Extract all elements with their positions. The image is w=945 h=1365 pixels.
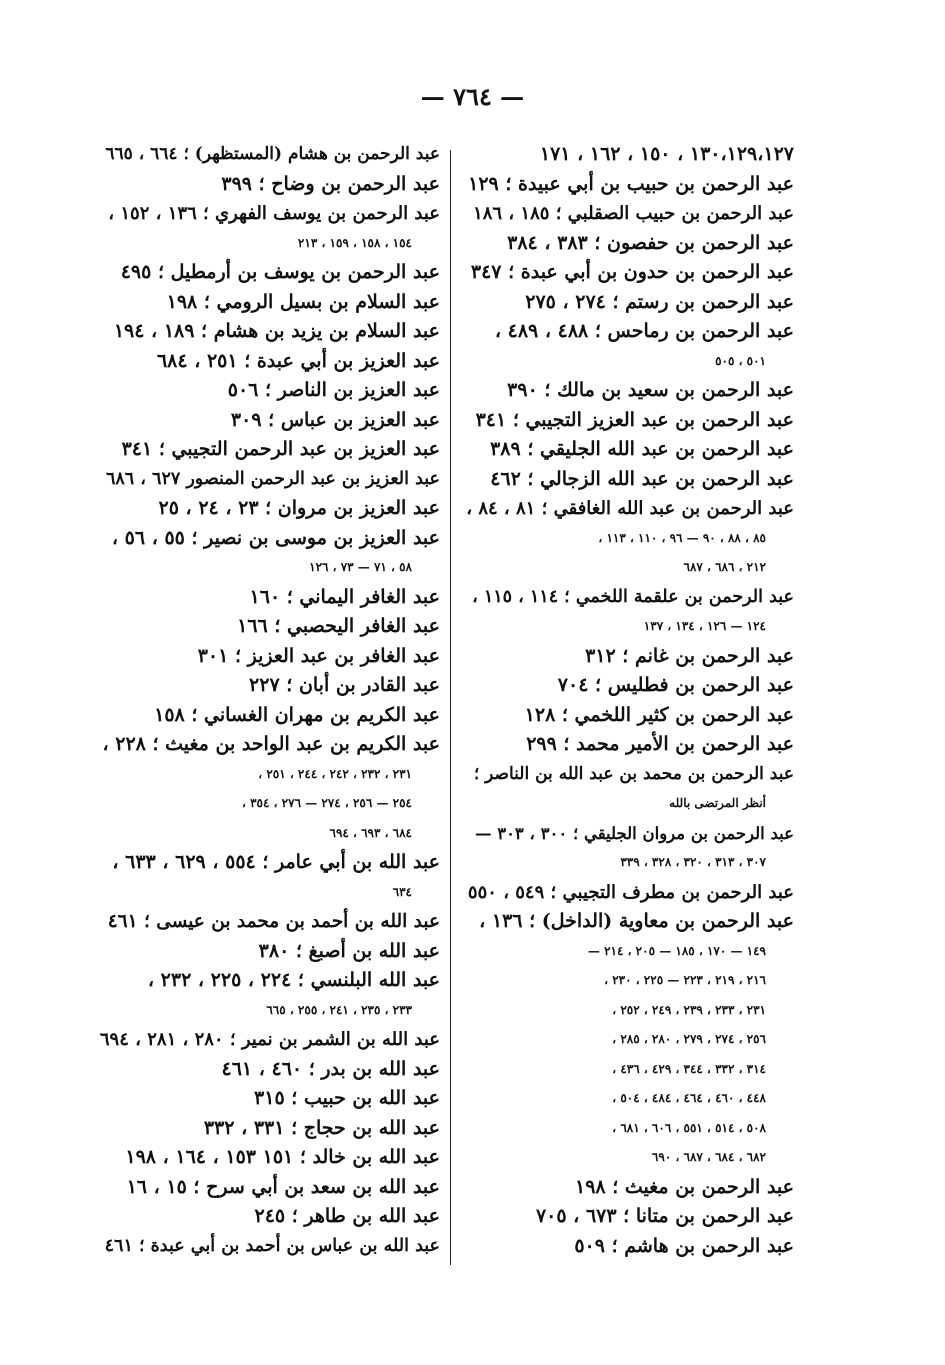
index-entry <box>466 376 794 406</box>
index-entry <box>100 848 440 907</box>
index-entry-line: عبد الكريم بن مهران الغساني ؛ ١٥٨ <box>154 703 440 726</box>
index-entry-line: عبد الرحمن بن رستم ؛ ٢٧٤ ، ٢٧٥ <box>525 290 794 313</box>
index-entry <box>100 1055 440 1085</box>
index-entry <box>100 258 440 288</box>
index-entry <box>100 1173 440 1203</box>
index-entry <box>100 317 440 347</box>
index-entry <box>466 465 794 495</box>
index-entry-line: عبد الرحمن بن عبد الله الزجالي ؛ ٤٦٢ <box>490 467 794 490</box>
index-entry <box>100 465 440 495</box>
index-entry <box>466 730 794 760</box>
index-entry <box>100 612 440 642</box>
index-entry-line: عبد العزيز بن مروان ؛ ٢٣ ، ٢٤ ، ٢٥ <box>158 497 440 519</box>
index-entry <box>466 140 794 170</box>
index-entry <box>466 760 794 819</box>
index-entry-line: عبد الله بن عباس بن أحمد بن أبي عبدة ؛ ٤٦١ <box>104 1235 440 1256</box>
index-entry-line: عبد الله البلنسي ؛ ٢٢٤ ، ٢٢٥ ، ٢٣٢ ، <box>147 969 440 991</box>
index-entry-line: عبد الرحمن بن علقمة اللخمي ؛ ١١٤ ، ١١٥ ، <box>472 586 794 607</box>
index-entry <box>100 288 440 318</box>
index-entry-continuation: ٣١٤ ، ٣٣٢ ، ٣٤٤ ، ٤٢٩ ، ٤٣٦ ، <box>612 1061 766 1076</box>
index-entry-line: عبد الرحمن بن معاوية (الداخل) ؛ ١٣٦ ، <box>479 910 794 932</box>
index-entry <box>100 1143 440 1173</box>
index-entry <box>466 671 794 701</box>
index-entry <box>466 288 794 318</box>
index-entry-line: عبد الله بن خالد ؛ ١٥١ ١٥٣ ، ١٦٤ ، ١٩٨ <box>125 1146 440 1168</box>
index-entry <box>100 730 440 848</box>
index-entry <box>100 376 440 406</box>
index-entry-line: عبد الرحمن بن مغيث ؛ ١٩٨ <box>574 1175 794 1198</box>
index-entry <box>100 199 440 258</box>
index-entry <box>100 347 440 377</box>
index-entry <box>466 199 794 229</box>
index-entry-line: عبد الرحمن بن عبد العزيز التجيبي ؛ ٣٤١ <box>475 408 794 431</box>
index-entry-line: عبد العزيز بن الناصر ؛ ٥٠٦ <box>227 379 440 401</box>
index-entry <box>466 229 794 259</box>
index-entry-line: عبد الله بن حبيب ؛ ٣١٥ <box>254 1087 440 1109</box>
index-entry-line: عبد الكريم بن عبد الواحد بن مغيث ؛ ٢٢٨ ، <box>102 733 440 755</box>
index-entry <box>466 701 794 731</box>
index-entry-line: عبد الرحمن بن عبد الله الجليقي ؛ ٣٨٩ <box>490 438 794 460</box>
index-entry-continuation: ٣٠٧ ، ٣١٣ ، ٣٢٠ ، ٣٢٨ ، ٣٣٩ <box>620 855 766 869</box>
index-entry <box>100 494 440 524</box>
index-entry-line: عبد الله بن الشمر بن نمير ؛ ٢٨٠ ، ٢٨١ ، ٦٩٤ <box>99 1029 440 1050</box>
index-entry-line: عبد الرحمن بن حبيب بن أبي عبيدة ؛ ١٢٩ <box>468 172 794 195</box>
index-entry <box>466 1232 794 1262</box>
index-entry <box>100 966 440 1025</box>
index-entry-continuation: ٢٥٦ ، ٢٧٤ ، ٢٧٩ ، ٢٨٠ ، ٢٨٥ ، <box>612 1032 766 1046</box>
index-entry-continuation: ٦٣٤ <box>392 884 412 899</box>
index-entry-line: عبد الرحمن بن حبيب الصقلبي ؛ ١٨٥ ، ١٨٦ <box>473 203 794 224</box>
index-entry-line: عبد العزيز بن عبد الرحمن التجيبي ؛ ٣٤١ <box>121 438 440 460</box>
index-entry <box>100 1202 440 1232</box>
index-entry <box>100 1084 440 1114</box>
index-entry-line: عبد السلام بن بسيل الرومي ؛ ١٩٨ <box>166 290 440 313</box>
index-entry <box>466 878 794 908</box>
index-entry-line: عبد القادر بن أبان ؛ ٢٢٧ <box>249 674 440 696</box>
index-entry-line: عبد الرحمن بن محمد بن عبد الله بن الناصر ؛ <box>473 763 794 784</box>
index-entry <box>466 819 794 878</box>
index-entry-line: عبد الله بن بدر ؛ ٤٦٠ ، ٤٦١ <box>221 1057 440 1080</box>
index-entry <box>466 1202 794 1232</box>
index-entry-line: عبد السلام بن يزيد بن هشام ؛ ١٨٩ ، ١٩٤ <box>113 320 440 342</box>
index-entry <box>466 406 794 436</box>
index-entry-line: عبد الرحمن بن سعيد بن مالك ؛ ٣٩٠ <box>507 379 794 401</box>
index-entry <box>466 642 794 672</box>
index-entry-line: عبد الرحمن بن يوسف بن أرمطيل ؛ ٤٩٥ <box>120 261 440 283</box>
index-entry <box>100 435 440 465</box>
index-entry-continuation: أنظر المرتضى بالله <box>669 796 766 810</box>
index-entry-line: عبد الرحمن بن حدون بن أبي عبدة ؛ ٣٤٧ <box>470 261 794 283</box>
index-entry-line: عبد الرحمن بن فطليس ؛ ٧٠٤ <box>557 674 794 696</box>
index-entry-line: عبد الله بن أصبغ ؛ ٣٨٠ <box>258 939 440 962</box>
column-divider <box>450 150 451 1265</box>
index-entry-line: عبد الرحمن بن وضاح ؛ ٣٩٩ <box>221 172 440 195</box>
index-entry-continuation: ٢١٦ ، ٢١٩ ، ٢٢٣ — ٢٢٥ ، ٢٣٠ ، <box>604 973 766 987</box>
index-entry-continuation: ٨٥ ، ٨٨ ، ٩٠ — ٩٦ ، ١١٠ ، ١١٣ ، <box>598 530 766 545</box>
index-entry-continuation: ١٢٤ — ١٢٦ ، ١٣٤ ، ١٣٧ <box>643 619 766 633</box>
index-entry-line: عبد الله بن طاهر ؛ ٢٤٥ <box>254 1205 440 1227</box>
index-entry-line: عبد الرحمن بن كثير اللخمي ؛ ١٢٨ <box>524 703 794 726</box>
index-entry-line: عبد الله بن أحمد بن محمد بن عيسى ؛ ٤٦١ <box>107 911 440 932</box>
index-entry-line: عبد الرحمن بن رماحس ؛ ٤٨٨ ، ٤٨٩ ، <box>494 320 794 342</box>
index-entry-continuation: ٥٨ ، ٧١ — ٧٣ ، ١٢٦ <box>309 560 412 574</box>
index-entry-continuation: ٥٠٨ ، ٥١٤ ، ٥٥١ ، ٦٠٦ ، ٦٨١ ، <box>612 1120 766 1135</box>
index-entry-line: عبد الغافر اليحصبي ؛ ١٦٦ <box>237 615 440 637</box>
index-entry <box>100 140 440 170</box>
index-entry-line: عبد الرحمن بن مروان الجليقي ؛ ٣٠٠ ، ٣٠٣ — <box>474 823 794 843</box>
index-entry-line: عبد الرحمن بن هشام (المستظهر) ؛ ٦٦٤ ، ٦٦٥ <box>105 144 440 164</box>
index-entry-line: عبد الرحمن بن عبد الله الغافقي ؛ ٨١ ، ٨٤ ، <box>466 498 794 519</box>
index-entry <box>100 1025 440 1055</box>
index-entry <box>466 435 794 465</box>
index-entry-continuation: ٦٨٢ ، ٦٨٤ ، ٦٨٧ ، ٦٩٠ <box>651 1150 766 1164</box>
index-entry-line: عبد العزيز بن أبي عبدة ؛ ٢٥١ ، ٦٨٤ <box>156 349 440 372</box>
index-entry-line: عبد الله بن أبي عامر ؛ ٥٥٤ ، ٦٢٩ ، ٦٣٣ ، <box>112 851 440 873</box>
index-entry <box>100 406 440 436</box>
index-entry-continuation: ٥٠١ ، ٥٠٥ <box>715 353 766 368</box>
index-entry-line: عبد الله بن سعد بن أبي سرح ؛ ١٥ ، ١٦ <box>126 1175 440 1198</box>
index-column-right <box>466 140 794 1261</box>
index-entry-line: عبد الرحمن بن مطرف التجيبي ؛ ٥٤٩ ، ٥٥٠ <box>467 881 794 903</box>
index-entry <box>100 1232 440 1262</box>
index-entry <box>100 701 440 731</box>
index-entry <box>466 583 794 642</box>
index-entry <box>466 317 794 376</box>
index-entry-line: عبد العزيز بن موسى بن نصير ؛ ٥٥ ، ٥٦ ، <box>111 526 440 549</box>
index-entry-line: عبد الرحمن بن هاشم ؛ ٥٠٩ <box>574 1234 794 1257</box>
index-entry-line: عبد الرحمن بن الأمير محمد ؛ ٢٩٩ <box>526 733 794 755</box>
index-entry-line: عبد الرحمن بن حفصون ؛ ٣٨٣ ، ٣٨٤ <box>507 231 794 254</box>
index-entry <box>100 671 440 701</box>
index-entry-continuation: ١٤٩ — ١٧٠ ، ١٨٥ — ٢٠٥ ، ٢١٤ — <box>587 943 766 958</box>
index-entry <box>466 170 794 200</box>
index-entry <box>466 907 794 1173</box>
index-entry-line: عبد الرحمن بن متانا ؛ ٦٧٣ ، ٧٠٥ <box>535 1205 794 1227</box>
index-entry-continuation: ٢٣١ ، ٢٣٢ ، ٢٤٢ ، ٢٤٤ ، ٢٥١ ، <box>258 766 412 781</box>
index-entry <box>100 1114 440 1144</box>
page-number: — ٧٦٤ — <box>420 82 525 111</box>
index-entry <box>466 258 794 288</box>
index-entry-line: ١٣٠،١٢٩،١٢٧ ، ١٥٠ ، ١٦٢ ، ١٧١ <box>539 143 794 165</box>
index-entry-line: عبد الغافر بن عبد العزيز ؛ ٣٠١ <box>197 644 440 667</box>
index-entry-continuation: ١٥٤ ، ١٥٨ ، ١٥٩ ، ٢١٣ <box>297 235 412 250</box>
index-entry-line: عبد الرحمن بن غانم ؛ ٣١٢ <box>585 644 794 667</box>
index-entry <box>100 524 440 583</box>
index-entry <box>100 170 440 200</box>
index-entry-continuation: ٢٣٣ ، ٢٣٥ ، ٢٤١ ، ٢٥٥ ، ٦٦٥ <box>266 1002 412 1017</box>
index-entry-line: عبد العزيز بن عبد الرحمن المنصور ٦٢٧ ، ٦٨٦ <box>106 468 440 489</box>
index-entry-continuation: ٢٣١ ، ٢٣٣ ، ٢٣٩ ، ٢٤٩ ، ٢٥٢ ، <box>612 1002 766 1017</box>
index-column-left <box>100 140 440 1261</box>
index-entry <box>100 583 440 613</box>
index-entry-line: عبد الغافر اليماني ؛ ١٦٠ <box>249 585 440 608</box>
index-entry <box>100 937 440 967</box>
index-entry <box>100 907 440 937</box>
index-entry-line: عبد الله بن حجاج ؛ ٣٣١ ، ٣٣٢ <box>203 1116 440 1139</box>
index-entry-continuation: ٢٥٤ — ٢٥٦ ، ٢٧٤ — ٢٧٦ ، ٣٥٤ ، <box>242 796 412 810</box>
index-entry <box>100 642 440 672</box>
index-entry-line: عبد العزيز بن عباس ؛ ٣٠٩ <box>230 408 440 431</box>
index-entry-continuation: ٦٨٤ ، ٦٩٣ ، ٦٩٤ <box>329 825 412 840</box>
index-entry <box>466 1173 794 1203</box>
index-entry-line: عبد الرحمن بن يوسف الفهري ؛ ١٣٦ ، ١٥٢ ، <box>108 203 440 224</box>
index-entry-continuation: ٢١٢ ، ٦٨٦ ، ٦٨٧ <box>683 560 766 574</box>
index-entry-continuation: ٤٤٨ ، ٤٦٠ ، ٤٦٤ ، ٤٨٤ ، ٥٠٤ ، <box>612 1091 766 1105</box>
index-entry <box>466 494 794 583</box>
